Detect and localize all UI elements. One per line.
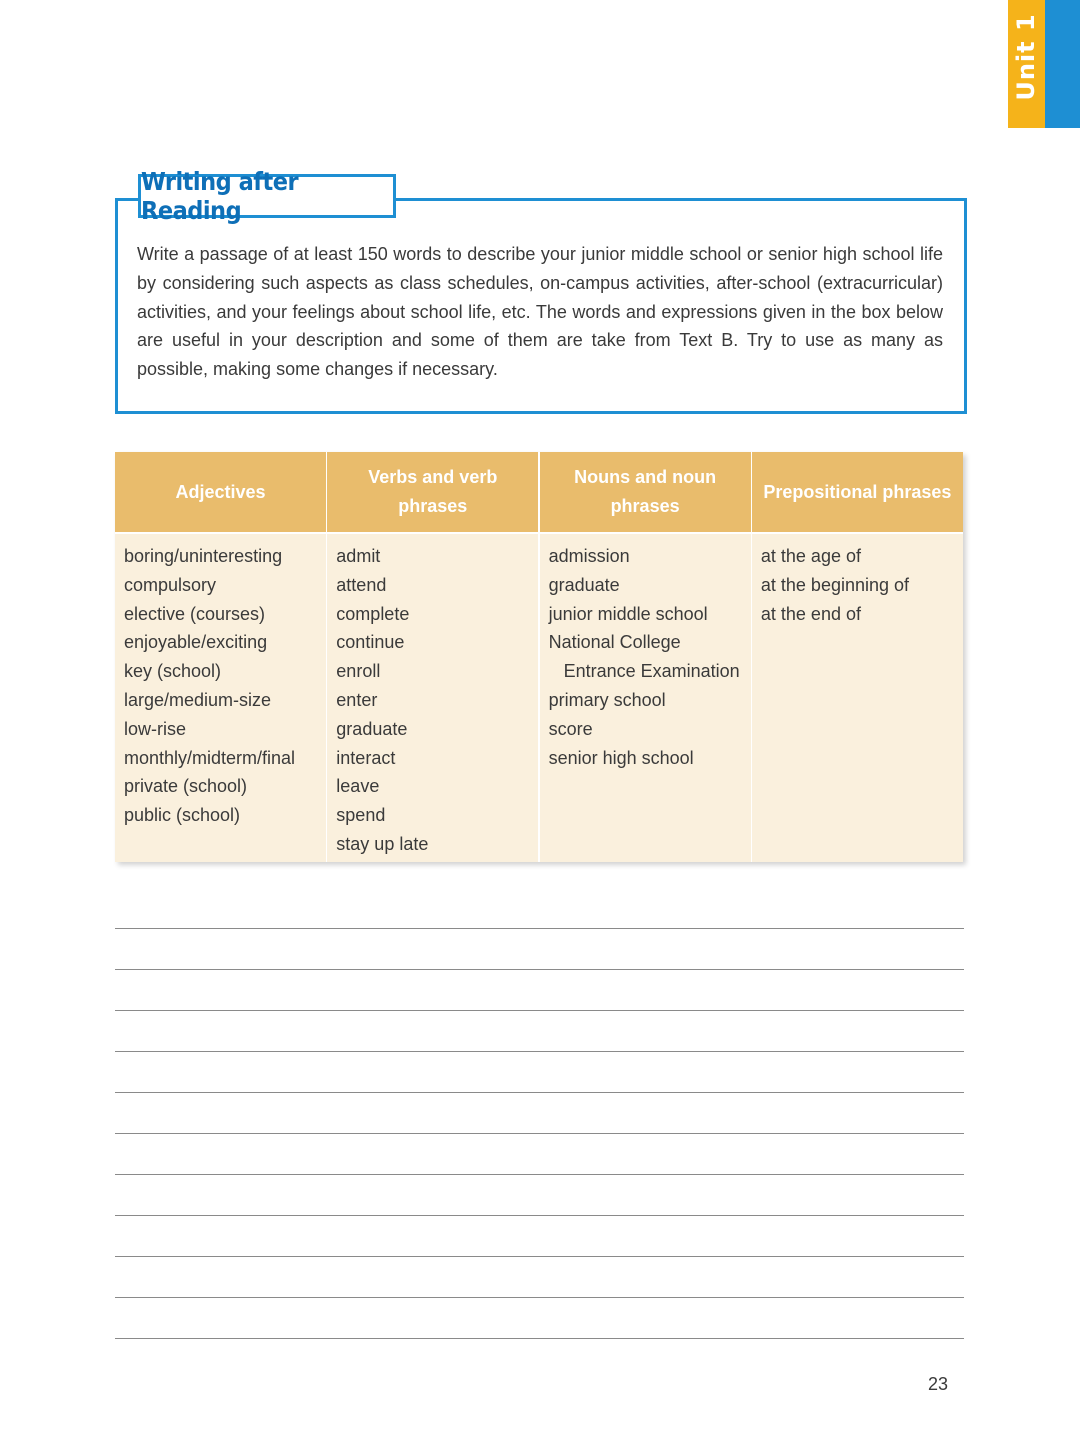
column-body: [115, 534, 326, 862]
word-list: [549, 542, 751, 772]
column-body: [540, 534, 751, 862]
writing-line[interactable]: [115, 928, 964, 929]
word-item: key (school): [124, 661, 222, 682]
word-item: boring/uninteresting: [124, 546, 283, 566]
word-item: stay up late: [336, 833, 429, 854]
word-item: graduate: [336, 718, 408, 739]
word-item: junior middle school: [548, 603, 708, 624]
column-header: Adjectives: [115, 452, 326, 532]
word-item: enroll: [336, 661, 381, 682]
word-item: admission: [548, 546, 630, 566]
writing-line[interactable]: [115, 1338, 964, 1339]
word-item: at the beginning of: [760, 574, 910, 595]
word-item: monthly/midterm/final: [124, 747, 296, 768]
section-title: Writing after Reading: [141, 167, 299, 225]
vocabulary-table: [115, 452, 963, 862]
column-body: [327, 534, 538, 862]
vocab-column-verbs: [327, 452, 538, 862]
vocab-column-prepositional: [752, 452, 963, 862]
word-item: enter: [336, 689, 378, 710]
word-list: [761, 542, 963, 628]
word-item: attend: [336, 574, 387, 595]
word-item: at the age of: [760, 546, 861, 566]
word-item: leave: [336, 776, 380, 797]
writing-line[interactable]: [115, 1010, 964, 1011]
word-item: complete: [336, 603, 410, 624]
word-item: private (school): [124, 776, 248, 797]
word-item: continue: [336, 632, 405, 653]
section-title-box: [138, 167, 396, 225]
word-list: [124, 542, 326, 830]
word-item: graduate: [548, 574, 620, 595]
unit-label: Unit 1: [1012, 13, 1040, 101]
writing-line[interactable]: [115, 1133, 964, 1134]
vocab-column-adjectives: [115, 452, 326, 862]
writing-line[interactable]: [115, 1256, 964, 1257]
word-item: admit: [336, 546, 381, 566]
word-item: senior high school: [548, 747, 694, 768]
unit-tab-blue-band: [1045, 0, 1080, 128]
word-item: at the end of: [760, 603, 861, 624]
word-item: National College: [548, 632, 681, 653]
writing-line[interactable]: [115, 1092, 964, 1093]
column-header: Nouns and noun phrases: [540, 452, 751, 532]
column-header: Verbs and verb phrases: [327, 452, 538, 532]
writing-line[interactable]: [115, 1297, 964, 1298]
vocab-column-nouns: [540, 452, 751, 862]
page-number: 23: [928, 1374, 949, 1394]
writing-line[interactable]: [115, 1174, 964, 1175]
word-item: primary school: [548, 689, 666, 710]
column-body: [752, 534, 963, 862]
word-item: Entrance Examination: [563, 661, 740, 682]
column-header: Prepositional phrases: [752, 452, 963, 532]
word-item: public (school): [124, 805, 241, 826]
writing-line[interactable]: [115, 1215, 964, 1216]
word-item: large/medium-size: [124, 689, 272, 710]
word-item: spend: [336, 805, 386, 826]
task-instructions: Write a passage of at least 150 words to describe your junior middle school or senior high school life by considering such aspects as class schedules, on-campus activities, after-school (extracurricular) activities, and your feelings about school life, etc. The words and expressions given in the box below are useful in your description and some of them are take from Text B. Try to use as many as possible, making some changes if necessary.: [137, 244, 943, 380]
writing-line[interactable]: [115, 1051, 964, 1052]
word-item: compulsory: [124, 574, 217, 595]
word-item: interact: [336, 747, 396, 768]
writing-line[interactable]: [115, 969, 964, 970]
word-item: elective (courses): [124, 603, 266, 624]
word-item: score: [548, 718, 593, 739]
word-list: [336, 542, 538, 859]
unit-tab: [1008, 0, 1080, 128]
word-item: enjoyable/exciting: [124, 632, 268, 653]
word-item: low-rise: [124, 718, 187, 739]
